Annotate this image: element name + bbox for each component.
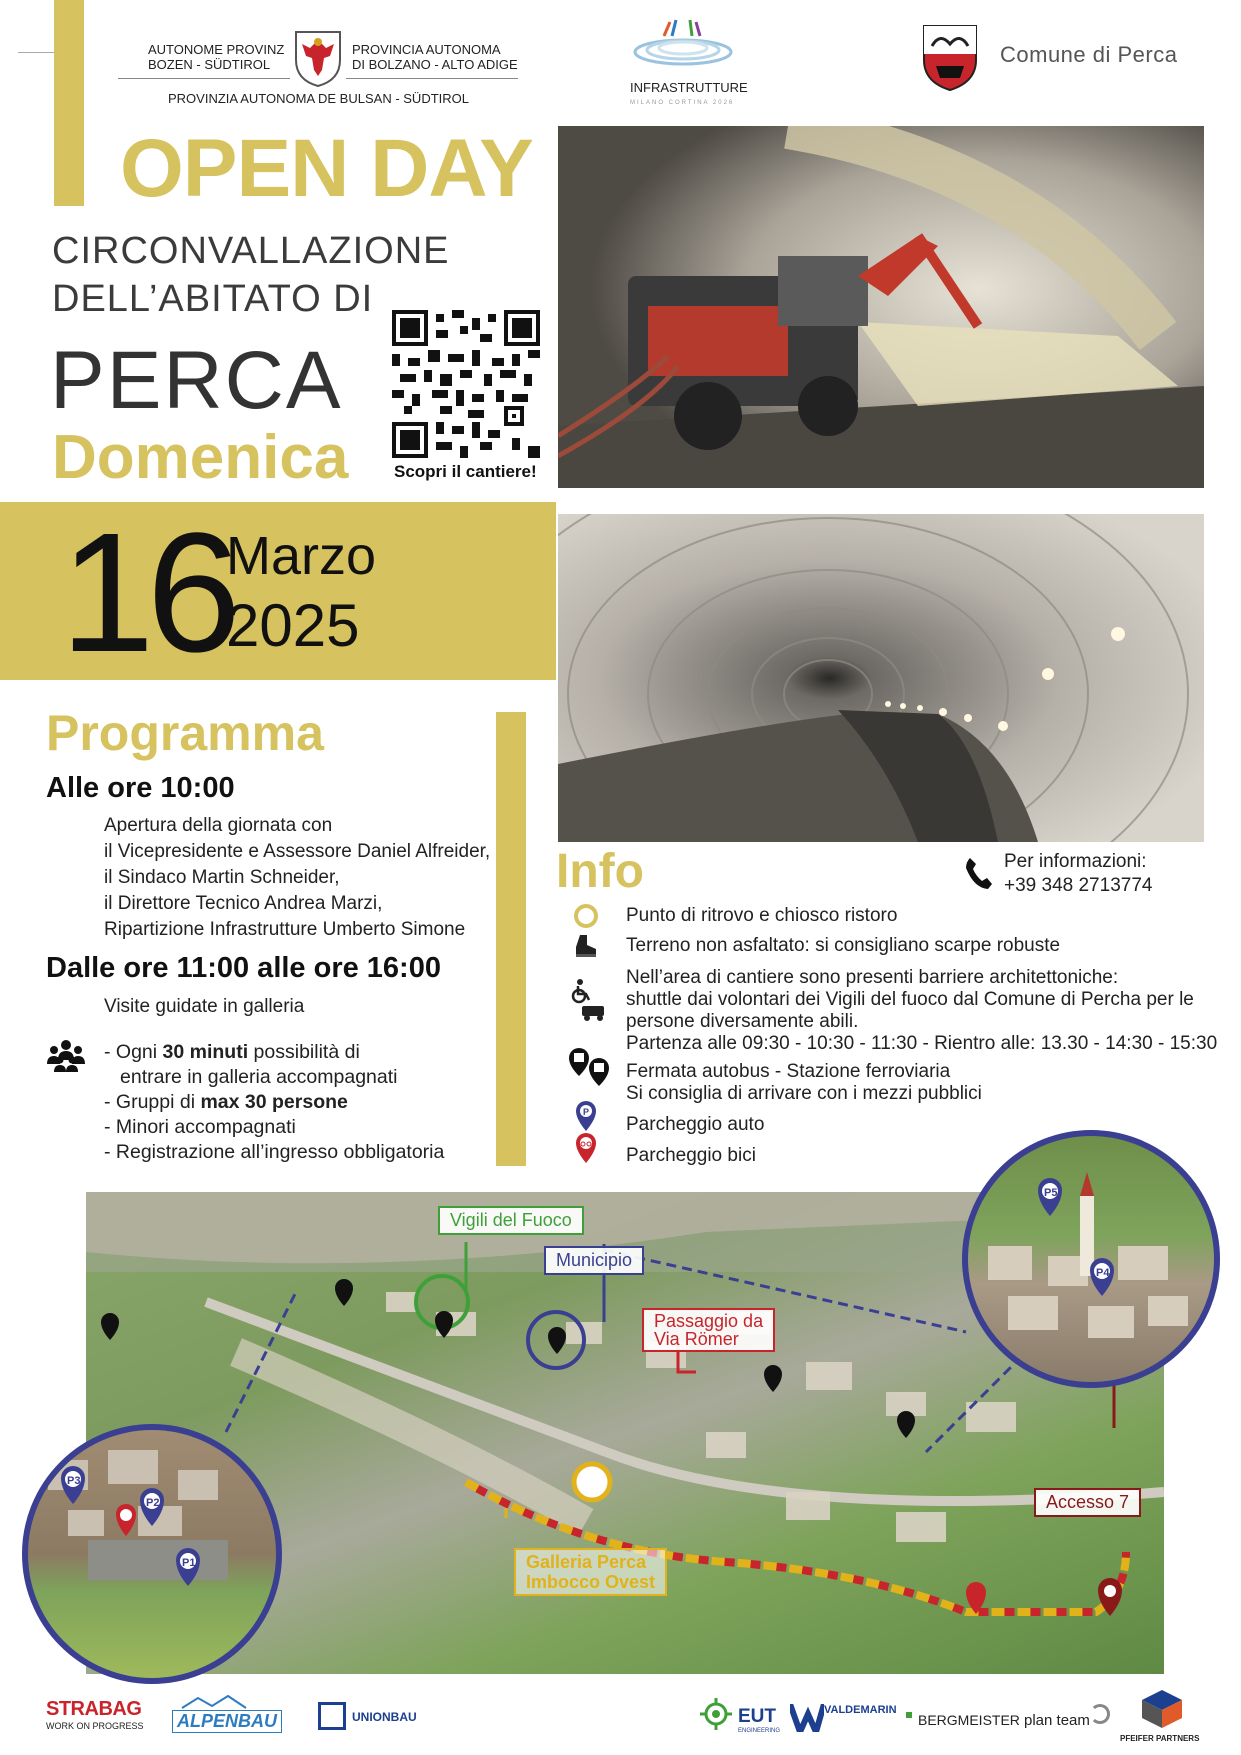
eut-gear-icon (700, 1694, 740, 1734)
logo-text: ALPENBAU (172, 1710, 282, 1733)
list-item: - Gruppi di max 30 persone (104, 1091, 348, 1113)
planteam-logo: plan team (1024, 1712, 1090, 1729)
strabag-logo (46, 1698, 144, 1731)
parking-inset-map-right (962, 1130, 1220, 1388)
programma-heading: Programma (46, 705, 324, 761)
valdemarin-logo: VALDEMARIN (824, 1704, 897, 1716)
contact-label: Per informazioni: (1004, 851, 1147, 872)
decorative-rule (18, 52, 54, 53)
text-line: il Vicepresidente e Assessore Daniel Alfreider, (104, 841, 491, 862)
comune-name: Comune di Perca (1000, 42, 1178, 67)
province-line: DI BOLZANO - ALTO ADIGE (352, 57, 518, 72)
text-line: Nell’area di cantiere sono presenti barriere architettoniche: (626, 967, 1119, 988)
province-name-italian (352, 42, 518, 72)
south-tyrol-coat-of-arms-icon (292, 28, 344, 88)
visit-rules-list (104, 1040, 444, 1165)
contact-phone[interactable]: +39 348 2713774 (1004, 875, 1153, 896)
title-line-2: DELL’ABITATO DI (52, 278, 374, 320)
logo-subtext: ENGINEERING (738, 1728, 781, 1734)
bus-train-stop-icon (568, 1048, 612, 1088)
bergmeister-logo: BERGMEISTER (918, 1712, 1020, 1728)
text-line: Passaggio da (654, 1311, 764, 1331)
group-people-icon (46, 1038, 86, 1074)
programma-time-2: Dalle ore 11:00 alle ore 16:00 (46, 952, 441, 984)
map-label-accesso: Accesso 7 (1034, 1488, 1141, 1517)
text-line: il Sindaco Martin Schneider, (104, 867, 340, 888)
map-label-municipio: Municipio (544, 1246, 644, 1275)
infrastrutture-label: INFRASTRUTTURE (630, 80, 748, 95)
map-label-galleria (514, 1548, 667, 1596)
meeting-point-icon (572, 902, 600, 930)
text-line: il Direttore Tecnico Andrea Marzi, (104, 893, 383, 914)
pin-label-p3: P3 (67, 1475, 81, 1487)
bike-parking-pin-icon (572, 1134, 600, 1162)
place-title: PERCA (50, 335, 343, 426)
info-public-transport (626, 1061, 982, 1105)
gold-accent-bar (54, 0, 84, 206)
milano-cortina-logo-icon (628, 16, 738, 70)
contact-info (1004, 850, 1152, 898)
text-line: Partenza alle 09:30 - 10:30 - 11:30 - Rientro alle: 13.30 - 14:30 - 15:30 (626, 1033, 1218, 1054)
wheelchair-shuttle-icon (568, 978, 608, 1022)
text-line: Fermata autobus - Stazione ferroviaria (626, 1061, 951, 1082)
pin-label-p2: P2 (146, 1497, 160, 1509)
list-item: - Minori accompagnati (104, 1116, 296, 1138)
perca-coat-of-arms-icon (920, 22, 980, 92)
date-year: 2025 (226, 592, 360, 659)
province-line: AUTONOME PROVINZ (148, 42, 285, 57)
weekday-title: Domenica (52, 423, 349, 492)
province-line: PROVINCIA AUTONOMA (352, 42, 501, 57)
province-line: BOZEN - SÜDTIROL (148, 57, 271, 72)
pin-label-p4: P4 (1096, 1267, 1110, 1279)
programma-opening-text (104, 813, 490, 943)
date-day: 16 (60, 498, 234, 688)
info-terrain: Terreno non asfaltato: si consigliano scarpe robuste (626, 935, 1061, 956)
list-item: - Ogni 30 minuti possibilità di (104, 1041, 360, 1063)
programma-time-1: Alle ore 10:00 (46, 772, 235, 804)
pin-label-p1: P1 (182, 1557, 196, 1569)
planteam-mark-icon (1090, 1704, 1110, 1724)
car-parking-pin-icon (572, 1102, 600, 1130)
bergmeister-mark-icon (906, 1712, 912, 1718)
mountain-icon (172, 1694, 292, 1724)
info-heading: Info (556, 845, 644, 898)
divider (118, 78, 290, 79)
list-item: entrare in galleria accompagnati (120, 1066, 398, 1088)
tunnel-drilling-photo (558, 126, 1204, 488)
text-line: Imbocco Ovest (526, 1572, 656, 1592)
pfeifer-mark-icon (1140, 1690, 1184, 1728)
alpenbau-logo (172, 1700, 282, 1733)
map-label-passaggio (642, 1308, 775, 1352)
province-name-ladin: PROVINZIA AUTONOMA DE BULSAN - SÜDTIROL (168, 91, 469, 106)
info-accessibility (626, 967, 1217, 1055)
infrastrutture-sub: MILANO CORTINA 2026 (630, 100, 735, 106)
info-bike-parking: Parcheggio bici (626, 1145, 756, 1166)
info-car-parking: Parcheggio auto (626, 1114, 765, 1135)
date-month: Marzo (226, 526, 377, 586)
open-day-title: OPEN DAY (120, 123, 533, 214)
qr-code-icon[interactable] (392, 310, 540, 458)
valdemarin-mark-icon (790, 1704, 824, 1732)
text-line: Ripartizione Infrastrutture Umberto Simone (104, 919, 466, 940)
text-line: Apertura della giornata con (104, 815, 333, 836)
title-line-1: CIRCONVALLAZIONE (52, 230, 450, 272)
text-line: Si consiglia di arrivare con i mezzi pubblici (626, 1083, 982, 1104)
province-name-german (148, 42, 284, 72)
text-line: Via Römer (654, 1329, 739, 1349)
programma-visits-text: Visite guidate in galleria (104, 996, 305, 1017)
unionbau-mark-icon (318, 1702, 346, 1730)
text-line: shuttle dai volontari dei Vigili del fuoco dal Comune di Percha per le (626, 989, 1194, 1010)
unionbau-logo: UNIONBAU (352, 1710, 417, 1724)
logo-text: STRABAG (46, 1698, 142, 1720)
gold-accent-bar (496, 712, 526, 1166)
parking-inset-map-left (22, 1424, 282, 1684)
svg-text:P: P (583, 1107, 590, 1117)
pin-label-p5: P5 (1044, 1187, 1058, 1199)
tunnel-interior-photo (558, 514, 1204, 842)
text-line: Galleria Perca (526, 1552, 647, 1572)
logo-text: EUT (738, 1706, 776, 1727)
phone-icon (964, 856, 992, 890)
boot-icon (572, 932, 600, 960)
pfeifer-logo: PFEIFER PARTNERS (1120, 1734, 1200, 1743)
logo-subtext: WORK ON PROGRESS (46, 1721, 144, 1731)
map-label-vigili: Vigili del Fuoco (438, 1206, 584, 1235)
divider (346, 78, 518, 79)
text-line: persone diversamente abili. (626, 1011, 859, 1032)
info-meeting-point: Punto di ritrovo e chiosco ristoro (626, 905, 898, 926)
eut-logo (738, 1706, 780, 1734)
list-item: - Registrazione all’ingresso obbligatoria (104, 1141, 445, 1163)
qr-caption: Scopri il cantiere! (394, 462, 537, 481)
